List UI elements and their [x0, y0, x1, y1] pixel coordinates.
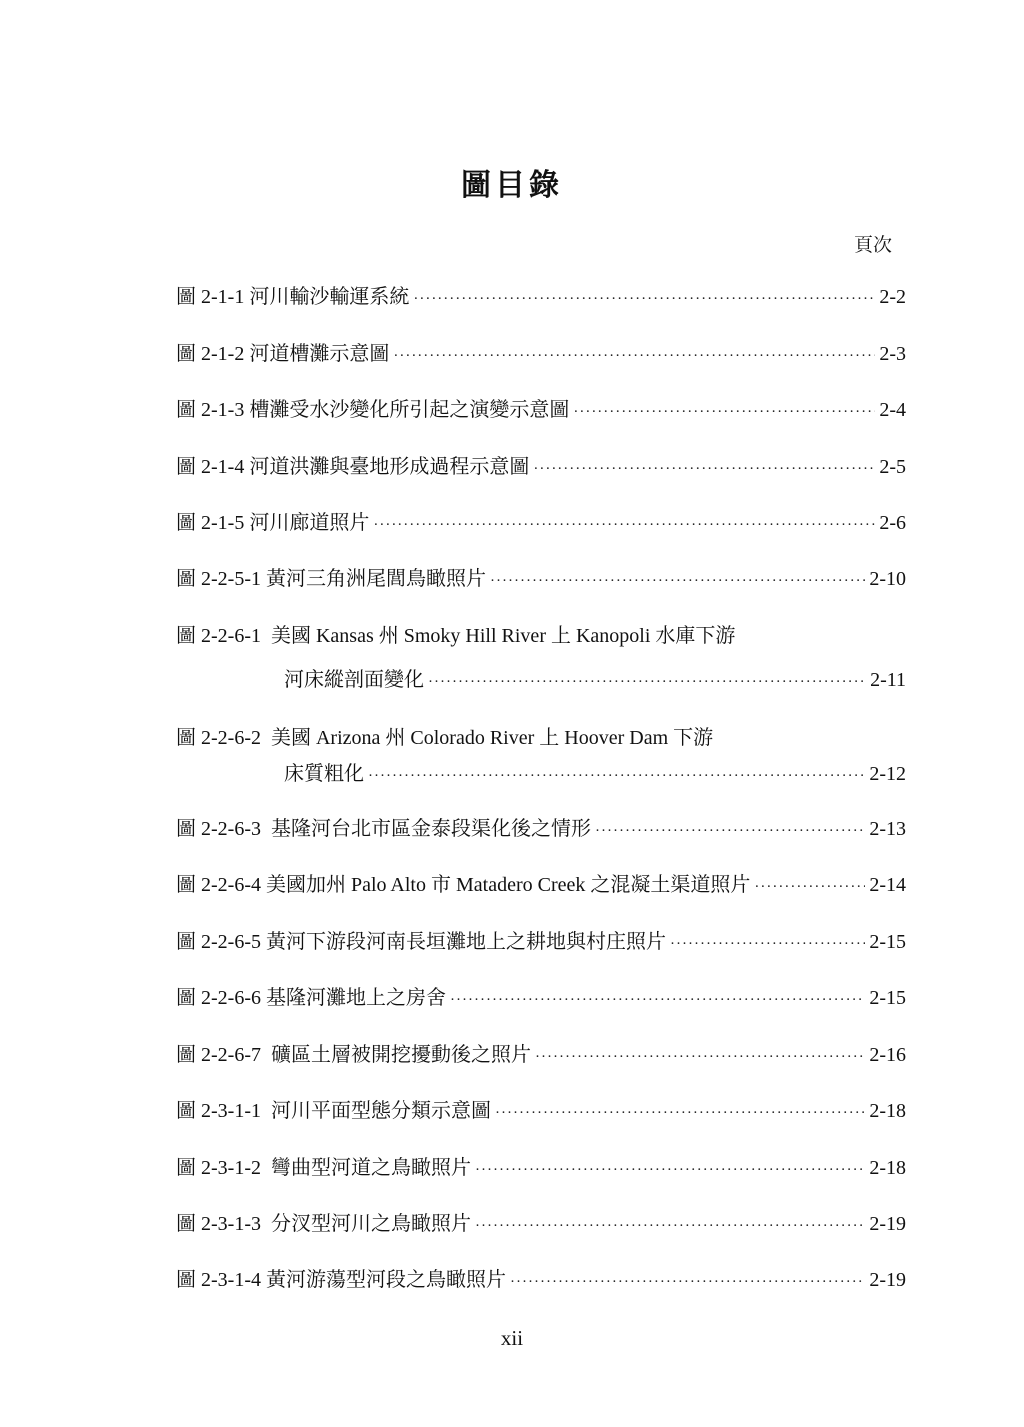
figure-caption: 河川平面型態分類示意圖 — [270, 1100, 491, 1122]
page-number: 2-2 — [879, 286, 906, 308]
dot-leader — [373, 511, 875, 539]
figure-label: 圖 2-2-6-3 — [176, 818, 261, 840]
dot-leader — [573, 398, 875, 426]
page-title: 圖目錄 — [461, 168, 563, 203]
figure-caption: 黃河三角洲尾閭鳥瞰照片 — [265, 568, 486, 590]
figure-label: 圖 2-1-2 — [176, 343, 245, 365]
dot-leader — [490, 567, 865, 595]
figure-label: 圖 2-2-6-7 — [176, 1044, 261, 1066]
toc-entry — [176, 1210, 906, 1240]
page-number: 2-18 — [869, 1100, 906, 1122]
toc-entry — [176, 622, 906, 696]
figure-label: 圖 2-2-6-2 — [176, 727, 261, 749]
dot-leader — [475, 1212, 865, 1240]
page-number: 2-18 — [869, 1157, 906, 1179]
figure-caption: 河川廊道照片 — [249, 512, 370, 534]
figure-caption: 槽灘受水沙變化所引起之演變示意圖 — [249, 399, 570, 421]
page-number: 2-19 — [869, 1213, 906, 1235]
toc-entry — [176, 1097, 906, 1127]
dot-leader — [475, 1156, 865, 1184]
toc-entry — [176, 928, 906, 958]
toc-entry — [176, 984, 906, 1014]
toc-entry — [176, 340, 906, 370]
figure-caption: 美國 Kansas 州 Smoky Hill River 上 Kanopoli 水庫下游 — [270, 625, 736, 647]
dot-leader — [450, 986, 865, 1014]
dot-leader — [368, 762, 865, 790]
toc-entry — [176, 1154, 906, 1184]
figure-caption: 黃河下游段河南長垣灘地上之耕地與村庄照片 — [265, 931, 666, 953]
toc-entry — [176, 871, 906, 901]
toc-entry — [176, 565, 906, 595]
page-number: 2-5 — [879, 456, 906, 478]
page-number: 2-6 — [879, 512, 906, 534]
page-number: 2-15 — [869, 987, 906, 1009]
figure-label: 圖 2-3-1-3 — [176, 1213, 261, 1235]
page-number: 2-12 — [869, 763, 906, 785]
toc-entry — [176, 1041, 906, 1071]
figure-caption: 礦區土層被開挖擾動後之照片 — [270, 1044, 531, 1066]
page-number: 2-3 — [879, 343, 906, 365]
page-number: 2-11 — [870, 669, 906, 691]
page-number: 2-13 — [869, 818, 906, 840]
figure-label: 圖 2-2-6-6 — [176, 987, 261, 1009]
figure-caption-continued: 床質粗化 — [284, 763, 364, 785]
figure-caption: 美國 Arizona 州 Colorado River 上 Hoover Dam 下游 — [270, 727, 714, 749]
figure-caption: 河道洪灘與臺地形成過程示意圖 — [249, 456, 530, 478]
page-number: 2-15 — [869, 931, 906, 953]
dot-leader — [535, 1043, 865, 1071]
dot-leader — [413, 285, 875, 313]
figure-label: 圖 2-3-1-4 — [176, 1269, 261, 1291]
page-number: 2-19 — [869, 1269, 906, 1291]
dot-leader — [595, 817, 865, 845]
figure-label: 圖 2-2-6-1 — [176, 625, 261, 647]
figure-caption: 基隆河灘地上之房舍 — [265, 987, 446, 1009]
toc-entry — [176, 453, 906, 483]
page-number: 2-16 — [869, 1044, 906, 1066]
toc-entry — [176, 724, 906, 790]
toc-entry — [176, 815, 906, 845]
figure-caption: 基隆河台北市區金泰段渠化後之情形 — [270, 818, 591, 840]
figure-caption: 河川輸沙輸運系統 — [249, 286, 410, 308]
dot-leader — [510, 1268, 865, 1296]
figure-caption: 黃河游蕩型河段之鳥瞰照片 — [265, 1269, 506, 1291]
figure-list — [176, 0, 906, 1427]
dot-leader — [670, 930, 865, 958]
figure-label: 圖 2-3-1-1 — [176, 1100, 261, 1122]
figure-label: 圖 2-2-6-4 — [176, 874, 261, 896]
page-column-label: 頁次 — [853, 234, 892, 256]
dot-leader — [754, 873, 865, 901]
page-footer-number: xii — [500, 1326, 524, 1350]
toc-entry — [176, 509, 906, 539]
figure-caption-continued: 河床縱剖面變化 — [284, 669, 424, 691]
toc-entry — [176, 396, 906, 426]
figure-label: 圖 2-1-3 — [176, 399, 245, 421]
figure-label: 圖 2-1-1 — [176, 286, 245, 308]
page-number: 2-10 — [869, 568, 906, 590]
dot-leader — [533, 455, 875, 483]
page-number: 2-14 — [869, 874, 906, 896]
figure-caption: 美國加州 Palo Alto 市 Matadero Creek 之混凝土渠道照片 — [265, 874, 751, 896]
dot-leader — [393, 342, 875, 370]
page-number: 2-4 — [879, 399, 906, 421]
figure-caption: 河道槽灘示意圖 — [249, 343, 390, 365]
toc-entry — [176, 1266, 906, 1296]
figure-label: 圖 2-3-1-2 — [176, 1157, 261, 1179]
dot-leader — [495, 1099, 865, 1127]
toc-entry — [176, 283, 906, 313]
figure-label: 圖 2-2-5-1 — [176, 568, 261, 590]
figure-label: 圖 2-2-6-5 — [176, 931, 261, 953]
figure-label: 圖 2-1-5 — [176, 512, 245, 534]
figure-caption: 彎曲型河道之鳥瞰照片 — [270, 1157, 471, 1179]
figure-caption: 分汊型河川之鳥瞰照片 — [270, 1213, 471, 1235]
figure-label: 圖 2-1-4 — [176, 456, 245, 478]
dot-leader — [428, 668, 866, 696]
